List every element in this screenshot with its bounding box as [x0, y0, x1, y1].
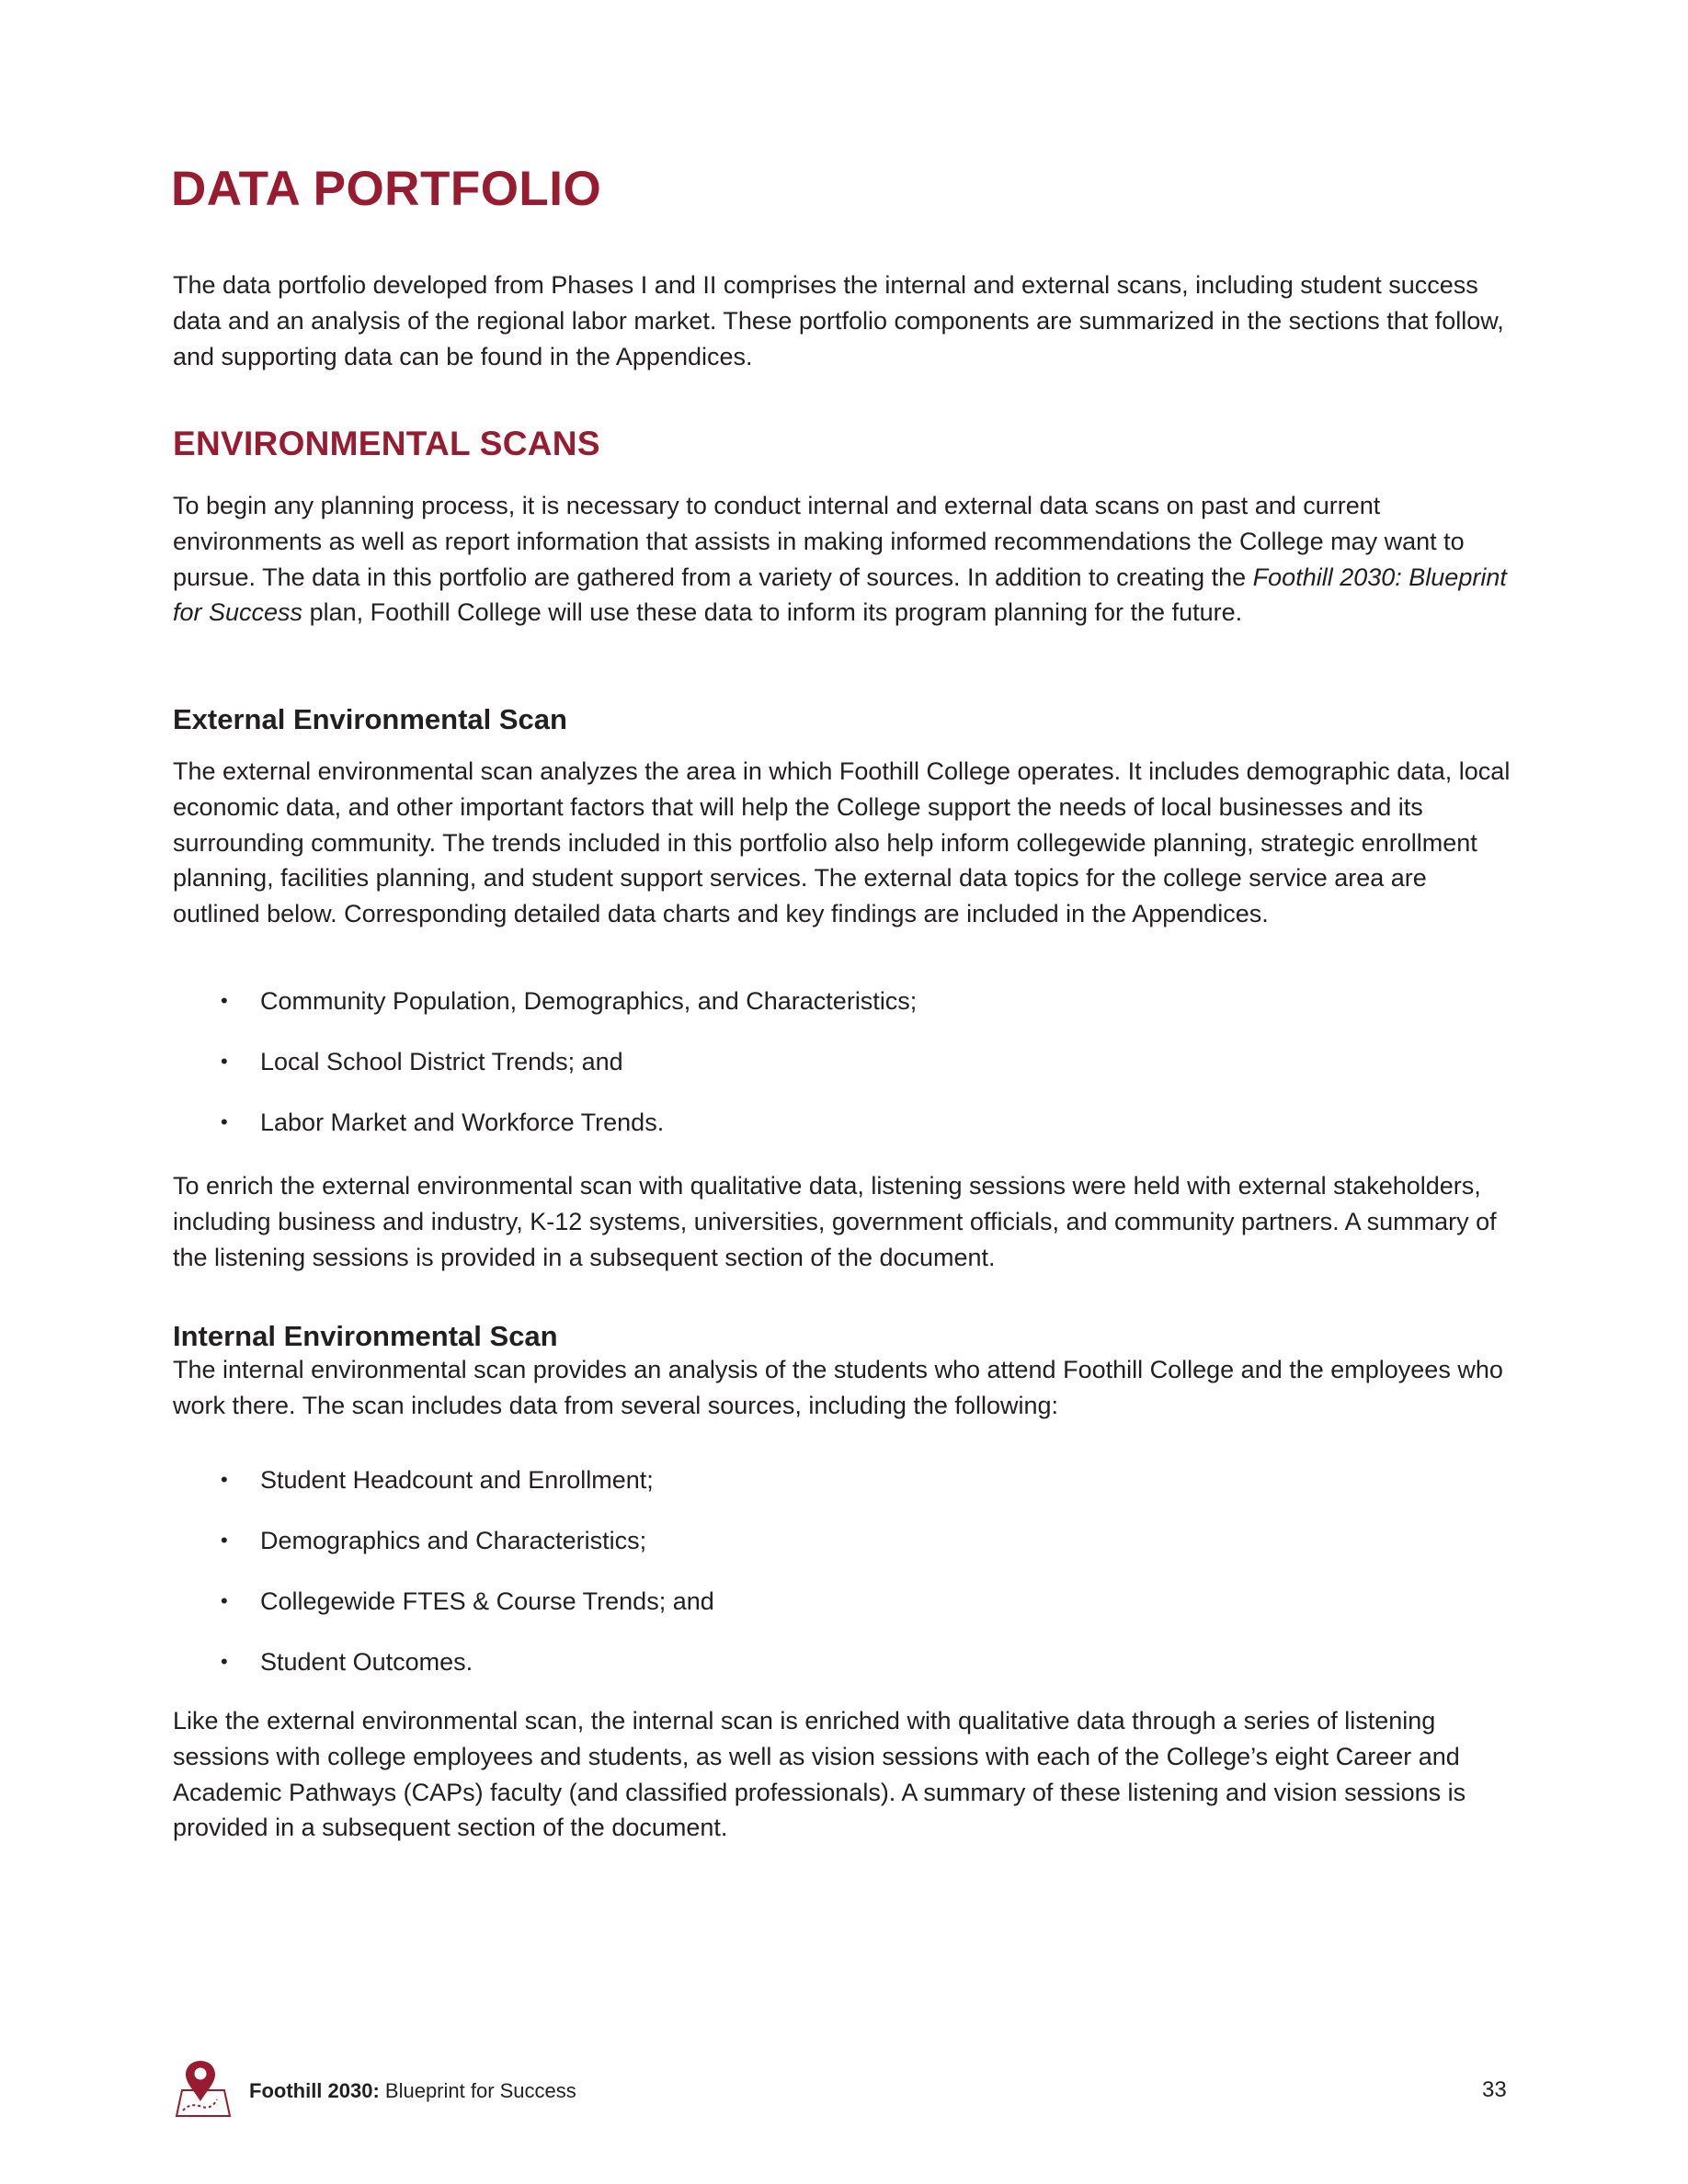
list-item-text: Collegewide FTES & Course Trends; and	[260, 1587, 714, 1615]
subheading-external-scan: External Environmental Scan	[173, 703, 567, 735]
section-heading-environmental-scans: ENVIRONMENTAL SCANS	[173, 425, 600, 462]
bullet-icon: •	[221, 1468, 228, 1491]
list-item-text: Labor Market and Workforce Trends.	[260, 1109, 665, 1136]
list-item	[221, 984, 917, 1044]
environmental-scans-paragraph	[173, 488, 1515, 631]
bullet-icon: •	[221, 1050, 228, 1073]
internal-topics-list	[221, 1462, 714, 1705]
bullet-icon: •	[221, 989, 228, 1012]
list-item	[221, 1584, 714, 1644]
bullet-icon: •	[221, 1110, 228, 1133]
internal-scan-paragraph: The internal environmental scan provides an analysis of the students who attend Foothill College and the employees who work there. The scan includes data from several sources, including the following:	[173, 1356, 1503, 1419]
plan-title-italic: Foothill 2030: Blueprint for Success	[173, 563, 1507, 627]
list-item-text: Student Outcomes.	[260, 1648, 473, 1676]
bullet-icon: •	[221, 1529, 228, 1552]
list-item	[221, 1644, 714, 1705]
footer-title-bold: Foothill 2030:	[249, 2079, 380, 2102]
bullet-icon: •	[221, 1650, 228, 1673]
page-title: DATA PORTFOLIO	[171, 162, 602, 216]
paragraph-text: To begin any planning process, it is necessary to conduct internal and external data scans on past and current environments as well as report information that assists in making informed recommendations the College may want to pursue. The data in this portfolio are gathered from a variety of sources. In addition to creating the	[173, 492, 1465, 591]
bullet-icon: •	[221, 1589, 228, 1612]
paragraph-text: plan, Foothill College will use these data to inform its program planning for the future.	[302, 598, 1243, 627]
footer-title-rest: Blueprint for Success	[379, 2079, 576, 2102]
footer-document-title	[249, 2077, 576, 2105]
list-item-text: Community Population, Demographics, and Characteristics;	[260, 987, 918, 1015]
map-pin-icon	[175, 2057, 232, 2120]
list-item-text: Local School District Trends; and	[260, 1048, 623, 1075]
list-item	[221, 1044, 917, 1105]
external-closing-paragraph: To enrich the external environmental scan with qualitative data, listening sessions were held with external stakeholders, including business and industry, K-12 systems, universities, government officials, and community partners. A summary of the listening sessions is provided in a subsequent section of the document.	[173, 1172, 1497, 1271]
external-scan-paragraph: The external environmental scan analyzes the area in which Foothill College operates. It includes demographic data, local economic data, and other important factors that will help the College support the needs of local businesses and its surrounding community. The trends included in this portfolio also help inform collegewide planning, strategic enrollment planning, facilities planning, and student support services. The external data topics for the college service area are outlined below. Corresponding detailed data charts and key findings are included in the Appendices.	[173, 757, 1511, 928]
list-item	[221, 1462, 714, 1523]
intro-paragraph: The data portfolio developed from Phases I and II comprises the internal and external scans, including student success data and an analysis of the regional labor market. These portfolio components are summarized in the sections that follow, and supporting data can be found in the Appendices.	[173, 271, 1504, 370]
subheading-internal-scan: Internal Environmental Scan	[173, 1320, 558, 1352]
list-item	[221, 1523, 714, 1584]
page-number: 33	[1482, 2077, 1507, 2102]
list-item-text: Student Headcount and Enrollment;	[260, 1466, 654, 1494]
list-item	[221, 1105, 917, 1166]
external-topics-list	[221, 984, 917, 1166]
list-item-text: Demographics and Characteristics;	[260, 1527, 647, 1554]
internal-closing-paragraph: Like the external environmental scan, the internal scan is enriched with qualitative data through a series of listening sessions with college employees and students, as well as vision sessions with each of the College’s eight Career and Academic Pathways (CAPs) faculty (and classified professionals). A summary of these listening and vision sessions is provided in a subsequent section of the document.	[173, 1707, 1466, 1842]
